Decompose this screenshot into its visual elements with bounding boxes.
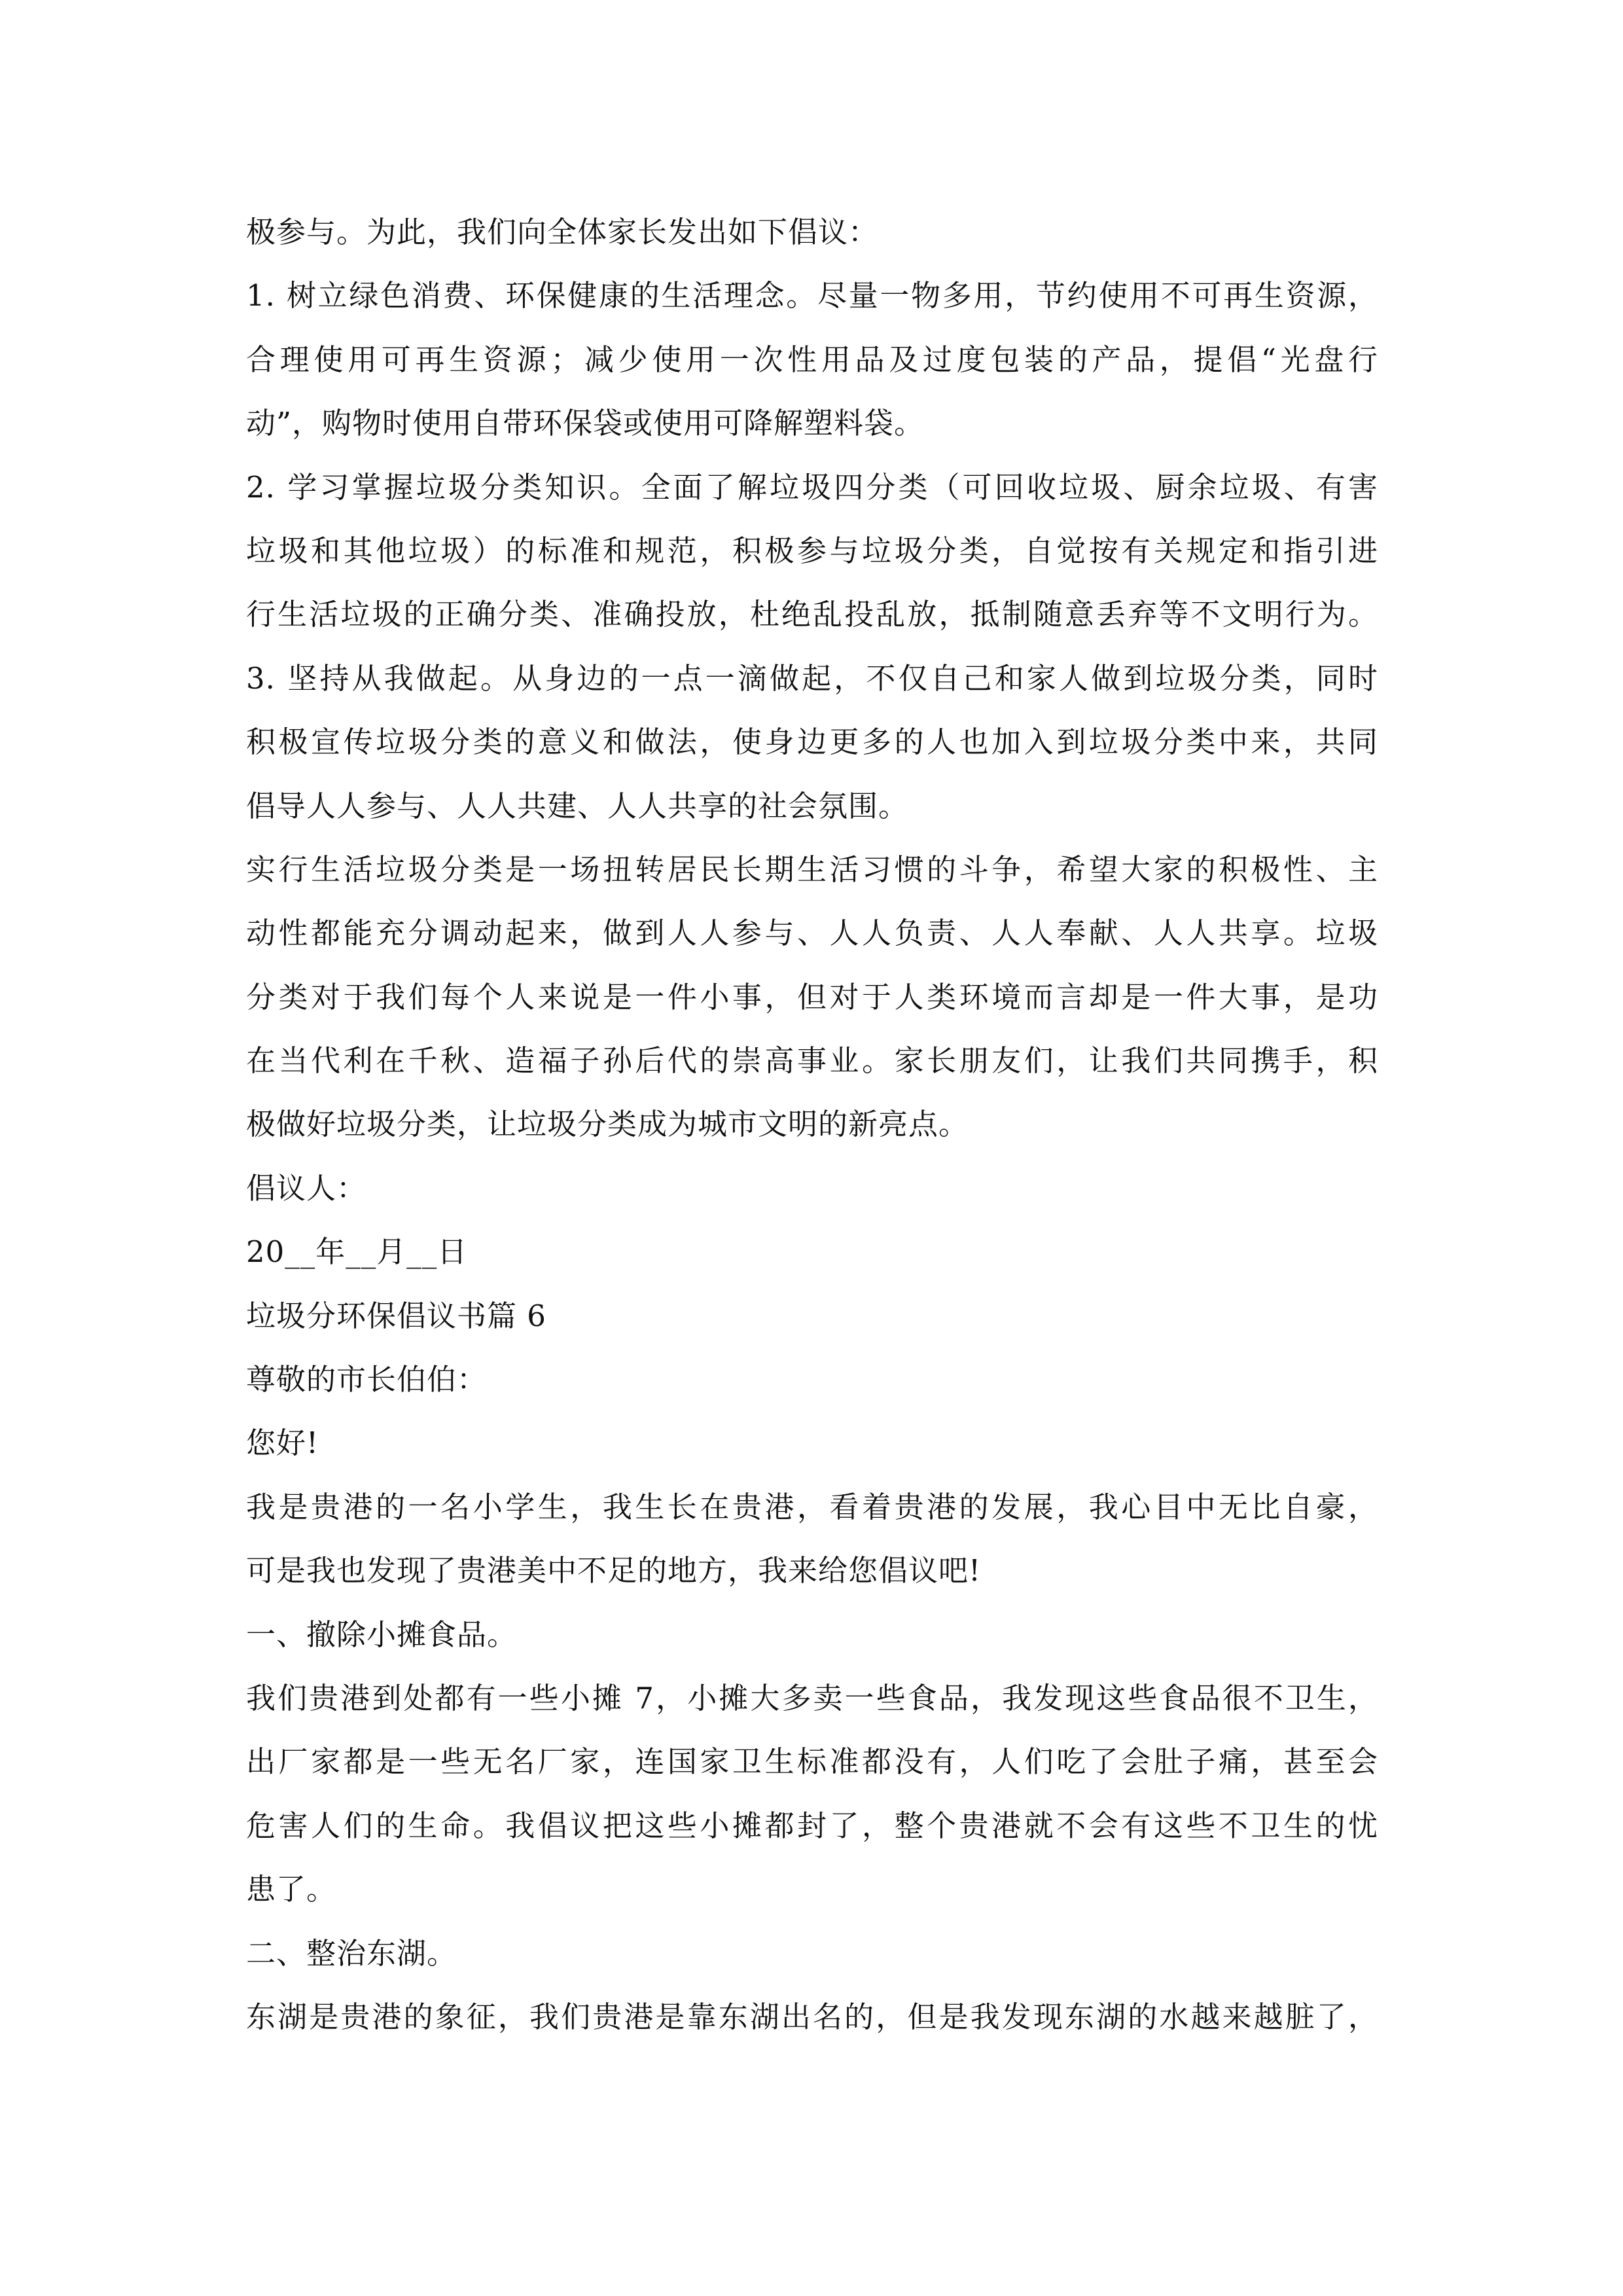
- date-line: 20__年__月__日: [246, 1234, 468, 1270]
- text-line: 在当代利在千秋、造福子孙后代的崇高事业。家长朋友们，让我们共同携手，积: [246, 1043, 1378, 1079]
- text-line: 垃圾和其他垃圾）的标准和规范，积极参与垃圾分类，自觉按有关规定和指引进: [246, 533, 1378, 568]
- text-line: 极参与。为此，我们向全体家长发出如下倡议：: [246, 215, 879, 249]
- text-line: 倡导人人参与、人人共建、人人共享的社会氛围。: [246, 788, 909, 823]
- text-line: 患了。: [246, 1872, 337, 1907]
- text-line: 可是我也发现了贵港美中不足的地方，我来给您倡议吧!: [246, 1553, 982, 1588]
- text-line: 行生活垃圾的正确分类、准确投放，杜绝乱投乱放，抵制随意丢弃等不文明行为。: [246, 597, 1378, 632]
- greeting: 您好!: [246, 1426, 319, 1461]
- text-line: 3. 坚持从我做起。从身边的一点一滴做起，不仅自己和家人做到垃圾分类，同时: [246, 660, 1378, 696]
- text-line: 动”，购物时使用自带环保袋或使用可降解塑料袋。: [246, 406, 925, 441]
- text-line: 倡议人：: [246, 1170, 367, 1206]
- text-line: 积极宣传垃圾分类的意义和做法，使身边更多的人也加入到垃圾分类中来，共同: [246, 725, 1378, 760]
- section-title: 垃圾分环保倡议书篇 6: [246, 1298, 546, 1333]
- text-line: 动性都能充分调动起来，做到人人参与、人人负责、人人奉献、人人共享。垃圾: [246, 916, 1378, 951]
- text-line: 1. 树立绿色消费、环保健康的生活理念。尽量一物多用，节约使用不可再生资源，: [246, 278, 1378, 314]
- text-line: 出厂家都是一些无名厂家，连国家卫生标准都没有，人们吃了会肚子痛，甚至会: [246, 1744, 1378, 1780]
- text-line: 我们贵港到处都有一些小摊 7，小摊大多卖一些食品，我发现这些食品很不卫生，: [246, 1680, 1378, 1715]
- list-heading: 一、撤除小摊食品。: [246, 1617, 518, 1652]
- text-line: 极做好垃圾分类，让垃圾分类成为城市文明的新亮点。: [246, 1107, 969, 1142]
- text-line: 实行生活垃圾分类是一场扭转居民长期生活习惯的斗争，希望大家的积极性、主: [246, 852, 1378, 887]
- text-line: 分类对于我们每个人来说是一件小事，但对于人类环境而言却是一件大事，是功: [246, 979, 1378, 1014]
- list-heading: 二、整治东湖。: [246, 1935, 457, 1971]
- text-line: 危害人们的生命。我倡议把这些小摊都封了，整个贵港就不会有这些不卫生的忧: [246, 1808, 1378, 1843]
- salutation: 尊敬的市长伯伯：: [246, 1362, 488, 1397]
- text-line: 合理使用可再生资源；减少使用一次性用品及过度包装的产品，提倡“光盘行: [246, 342, 1378, 377]
- text-line: 我是贵港的一名小学生，我生长在贵港，看着贵港的发展，我心目中无比自豪，: [246, 1489, 1378, 1524]
- text-line: 东湖是贵港的象征，我们贵港是靠东湖出名的，但是我发现东湖的水越来越脏了，: [246, 1999, 1378, 2034]
- text-line: 2. 学习掌握垃圾分类知识。全面了解垃圾四分类（可回收垃圾、厨余垃圾、有害: [246, 469, 1378, 505]
- document-body: [246, 200, 1378, 2049]
